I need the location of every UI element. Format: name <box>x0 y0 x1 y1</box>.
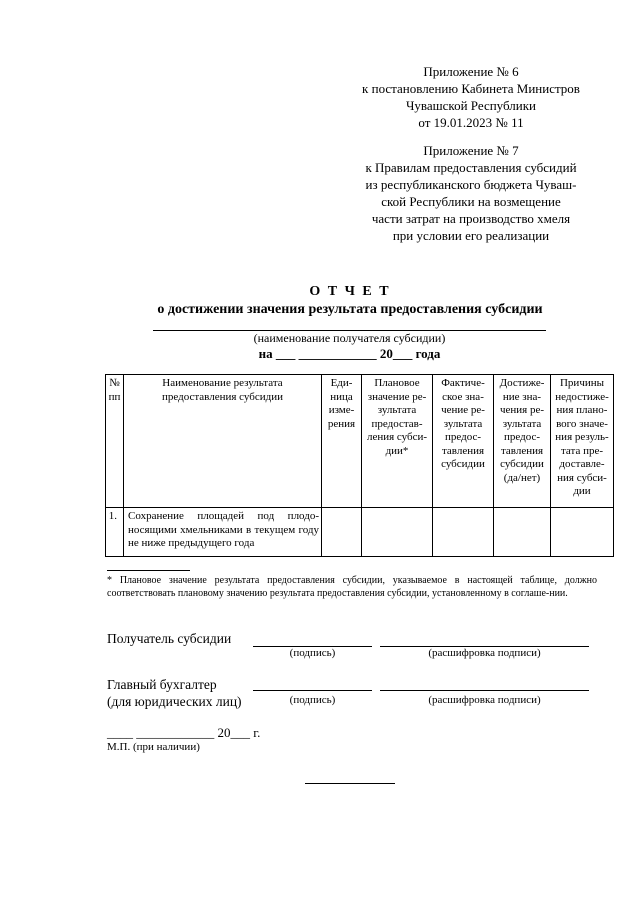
appendix-line: из республиканского бюджета Чуваш- <box>365 177 577 192</box>
header-result-name: Наименование результата предоставления субсидии <box>124 375 322 508</box>
footnote: * Плановое значение результата предоставления субсидии, указываемое в настоящей таблице, должно соответствовать плановому значению результата предоставления субсидии, установленному в соглаше-нии. <box>107 575 597 599</box>
appendix-line: части затрат на производство хмеля <box>371 211 571 226</box>
appendix-line: от 19.01.2023 № 11 <box>418 115 524 130</box>
accountant-label: Главный бухгалтер <box>107 677 217 692</box>
header-reasons: Причины недостиже-ния плано-вого значе-ния резуль-тата пре-доставле-ния субси-дии <box>551 375 614 508</box>
appendix-line: к постановлению Кабинета Министров <box>362 81 580 96</box>
appendix-6-block <box>330 63 612 131</box>
row-unit-cell <box>322 508 362 557</box>
row-number: 1. <box>106 508 124 557</box>
accountant-signature-caption: (подпись) <box>289 694 336 706</box>
header-unit: Еди-ница изме-рения <box>322 375 362 508</box>
row-actual-cell <box>433 508 494 557</box>
accountant-decryption-caption: (расшифровка подписи) <box>428 694 541 706</box>
table-header-row <box>106 375 614 508</box>
accountant-sublabel: (для юридических лиц) <box>107 694 242 709</box>
table-row <box>106 508 614 557</box>
recipient-label: Получатель субсидии <box>107 631 232 646</box>
report-table <box>105 374 614 557</box>
closing-line <box>305 783 395 784</box>
report-subtitle: о достижении значения результата предоставления субсидии <box>157 302 543 317</box>
footnote-separator <box>107 570 190 571</box>
row-achievement-cell <box>494 508 551 557</box>
header-actual-value: Фактиче-ское зна-чение ре-зультата предос-тавления субсидии <box>433 375 494 508</box>
recipient-signature-caption: (подпись) <box>289 647 336 659</box>
row-planned-cell <box>362 508 433 557</box>
report-title: О Т Ч Е Т <box>309 284 391 299</box>
row-result-name: Сохранение площадей под плодо-носящими хмельниками в текущем году не ниже предыдущего года <box>124 508 322 557</box>
row-reasons-cell <box>551 508 614 557</box>
header-planned-value: Плановое значение ре-зультата предостав-ления субси-дии* <box>362 375 433 508</box>
appendix-line: Приложение № 6 <box>423 64 519 79</box>
accountant-decryption-line <box>380 690 589 691</box>
header-achievement: Достиже-ние зна-чения ре-зультата предос-тавления субсидии (да/нет) <box>494 375 551 508</box>
appendix-line: Чувашской Республики <box>405 98 537 113</box>
accountant-signature-line <box>253 690 372 691</box>
recipient-decryption-caption: (расшифровка подписи) <box>428 647 541 659</box>
header-number: № пп <box>106 375 124 508</box>
year-line: на ___ ____________ 20___ года <box>258 346 441 361</box>
recipient-caption: (наименование получателя субсидии) <box>253 331 446 345</box>
appendix-7-block <box>330 142 612 244</box>
appendix-line: к Правилам предоставления субсидий <box>365 160 577 175</box>
appendix-line: ской Республики на возмещение <box>381 194 561 209</box>
appendix-line: при условии его реализации <box>392 228 550 243</box>
appendix-line: Приложение № 7 <box>423 143 519 158</box>
date-line: ____ ____________ 20___ г. <box>107 725 261 740</box>
stamp-label: М.П. (при наличии) <box>107 741 200 753</box>
